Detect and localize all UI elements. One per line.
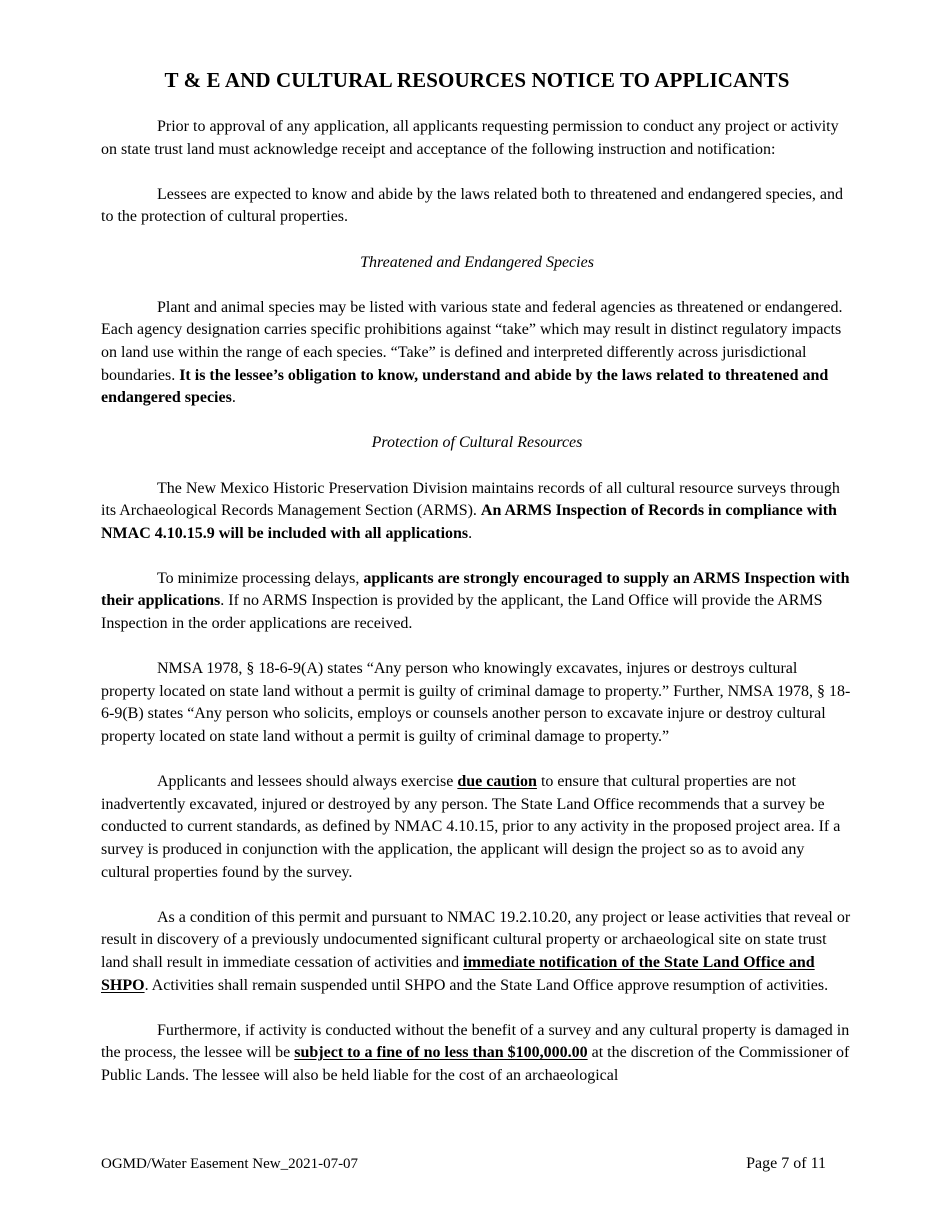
cr-p2-text: To minimize processing delays, [157, 569, 364, 587]
cr-p2-end: . If no ARMS Inspection is provided by the applicant, the Land Office will provide the ARMS Inspection in the order applications are received. [101, 592, 823, 633]
section-heading-cultural-resources: Protection of Cultural Resources [371, 434, 583, 452]
cr-p4-text: Applicants and lessees should always exercise [157, 773, 458, 791]
footer-document-id: OGMD/Water Easement New_2021-07-07 [101, 1156, 359, 1172]
fine-emphasis: subject to a fine of no less than $100,000.00 [294, 1044, 588, 1062]
cr-p5-text: As a condition of this permit and pursuant to NMAC 19.2.10.20, any project or lease activities that reveal or result in discovery of a previously undocumented significant cultural property or archaeological site on state trust land shall result in immediate cessation of activities and [101, 908, 851, 971]
intro-paragraph-1: Prior to approval of any application, all applicants requesting permission to conduct any project or activity on state trust land must acknowledge receipt and acceptance of the following instruction and notification: [101, 118, 839, 158]
cr-p4-bold-underline [457, 773, 537, 790]
cr-p1-bold: An ARMS Inspection of Records in compliance with NMAC 4.10.15.9 will be included with all applications [101, 502, 837, 542]
cr-paragraph-4 [101, 771, 853, 884]
cr-p1-text: The New Mexico Historic Preservation Division maintains records of all cultural resource surveys through its Archaeological Records Management Section (ARMS). [101, 479, 840, 520]
notification-emphasis: immediate notification of the State Land Office and SHPO [101, 953, 815, 994]
cr-p2-bold: applicants are strongly encouraged to supply an ARMS Inspection with their applications [101, 569, 850, 610]
cr-p4-end: to ensure that cultural properties are not inadvertently excavated, injured or destroyed by any person. The State Land Office recommends that a survey be conducted to current standards, as defined by NMAC 4.10.15, prior to any activity in the proposed project area. If a survey is produced in conjunction with the application, the applicant will design the project so as to avoid any cultural properties found by the survey. [101, 773, 841, 881]
intro-paragraph-2: Lessees are expected to know and abide by the laws related both to threatened and endangered species, and to the protection of cultural properties. [101, 185, 843, 226]
te-p1-end: . [231, 389, 236, 407]
cr-p6-end: at the discretion of the Commissioner of Public Lands. The lessee will also be held liable for the cost of an archaeological [101, 1044, 850, 1084]
cr-p6-text: Furthermore, if activity is conducted without the benefit of a survey and any cultural property is damaged in the process, the lessee will be [101, 1021, 850, 1062]
cr-paragraph-1 [101, 478, 853, 546]
cr-paragraph-2 [101, 568, 853, 636]
footer-page-number: Page 7 of 11 [746, 1155, 826, 1172]
cr-p6-bold-underline [294, 1044, 587, 1061]
cr-paragraph-5 [101, 907, 853, 997]
te-p1-text: Plant and animal species may be listed with various state and federal agencies as threatened or endangered. Each agency designation carries specific prohibitions against “take” which may result in distinct regulatory impacts on land use within the range of each species. “Take” is defined and interpreted differently across jurisdictional boundaries. [101, 298, 843, 384]
cr-p1-end: . [468, 524, 473, 542]
due-caution-emphasis: due caution [457, 773, 537, 791]
te-paragraph-1 [101, 297, 853, 410]
document-title: T & E AND CULTURAL RESOURCES NOTICE TO APPLICANTS [164, 68, 790, 92]
cr-paragraph-6 [101, 1020, 853, 1088]
te-p1-bold: It is the lessee’s obligation to know, understand and abide by the laws related to threatened and endangered species [101, 366, 829, 407]
cr-p5-end: . Activities shall remain suspended until SHPO and the State Land Office approve resumption of activities. [144, 976, 829, 994]
document-body [101, 66, 853, 1110]
cr-paragraph-3-nmsa: NMSA 1978, § 18-6-9(A) states “Any person who knowingly excavates, injures or destroys cultural property located on state land without a permit is guilty of criminal damage to property.” Further, NMSA 1978, § 18-6-9(B) states “Any person who solicits, employs or counsels another person to excavate injure or destroy cultural property located on state land without a permit is guilty of criminal damage to property.” [101, 660, 851, 746]
section-heading-threatened-endangered: Threatened and Endangered Species [360, 253, 594, 271]
